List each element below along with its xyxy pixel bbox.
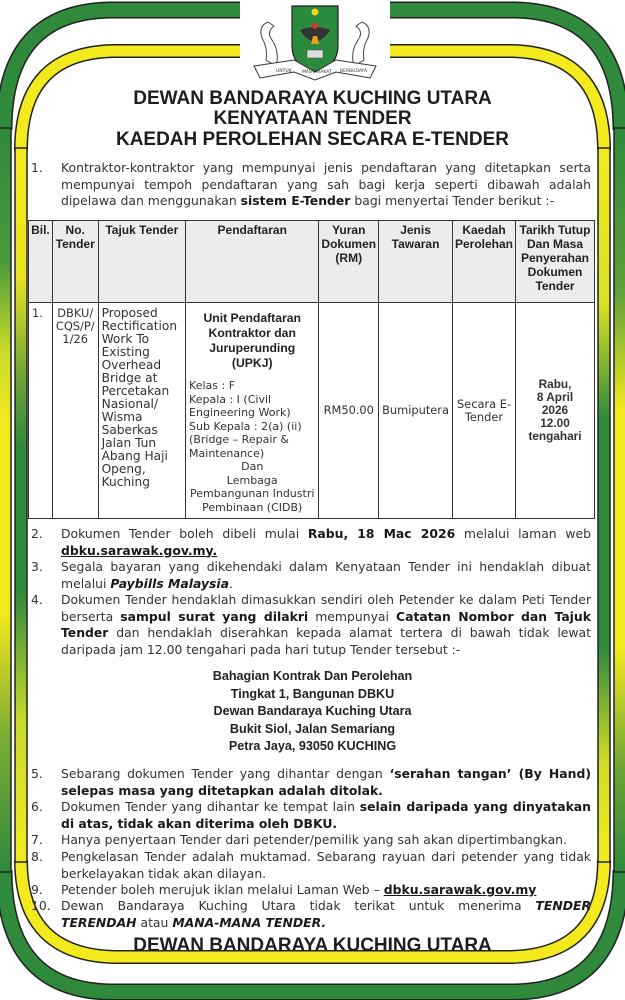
cell-jenis: Bumiputera xyxy=(379,303,453,519)
pendaftaran-heading: Unit Pendaftaran Kontraktor dan Juruperunding (UPKJ) xyxy=(203,311,301,370)
col-header-kaedah: Kaedah Perolehan xyxy=(452,221,515,303)
pendaftaran-dan: Dan xyxy=(241,460,264,473)
cell-yuran: RM50.00 xyxy=(319,303,379,519)
notice-item-7 xyxy=(31,832,591,849)
page-title-method: KAEDAH PEROLEHAN SECARA E-TENDER xyxy=(115,129,510,150)
tarikh-year: 2026 xyxy=(541,403,569,417)
item-number: 1. xyxy=(31,160,43,175)
notice-item-2 xyxy=(31,526,591,559)
tarikh-time: 12.00 xyxy=(540,416,570,430)
notice-item-1 xyxy=(31,160,591,210)
cell-pendaftaran xyxy=(186,303,319,519)
item-text: Dokumen Tender boleh dibeli mulai Rabu, 18 Mac 2026 melalui laman web dbku.sarawak.gov.my. xyxy=(61,526,591,558)
col-header-pendaftaran: Pendaftaran xyxy=(186,221,319,303)
item-number: 8. xyxy=(31,849,43,864)
item-number: 9. xyxy=(31,882,43,897)
notice-item-6 xyxy=(31,799,591,832)
submission-address xyxy=(0,668,625,756)
crest-motto-3: BERBUDAYA xyxy=(340,69,368,74)
col-header-tarikh: Tarikh Tutup Dan Masa Penyerahan Dokumen Tender xyxy=(516,221,595,303)
item-number: 6. xyxy=(31,799,43,814)
item-text: Pengkelasan Tender adalah muktamad. Sebarang rayuan dari petender yang tidak berkelayakan tidak akan dilayan. xyxy=(61,849,591,881)
item-number: 4. xyxy=(31,592,43,607)
notice-item-4 xyxy=(31,592,591,658)
address-line: Bahagian Kontrak Dan Perolehan xyxy=(212,669,413,683)
item-text: Petender boleh merujuk iklan melalui Laman Web – dbku.sarawak.gov.my xyxy=(61,882,537,897)
tarikh-period: tengahari xyxy=(528,429,582,443)
item-text: Hanya penyertaan Tender dari petender/pemilik yang sah akan dipertimbangkan. xyxy=(61,832,567,847)
item-text: Dokumen Tender hendaklah dimasukkan sendiri oleh Petender ke dalam Peti Tender berserta sampul surat yang dilakri mempunyai Catatan Nombor dan Tajuk Tender dan hendaklah diserahkan kepada alamat tertera di bawah tidak lewat daripada jam 12.00 tengahari pada hari tutup Tender tersebut :- xyxy=(61,592,591,657)
tarikh-day: Rabu, xyxy=(538,377,572,391)
col-header-bil: Bil. xyxy=(29,221,53,303)
notice-item-3 xyxy=(31,559,591,592)
address-line: Dewan Bandaraya Kuching Utara xyxy=(213,704,412,718)
item-text: Dokumen Tender yang dihantar ke tempat lain selain daripada yang dinyatakan di atas, tidak akan diterima oleh DBKU. xyxy=(61,799,591,831)
address-line: Bukit Siol, Jalan Semariang xyxy=(229,721,396,736)
pendaftaran-kepala: Kepala : I (Civil Engineering Work) xyxy=(189,392,291,419)
col-header-jenis: Jenis Tawaran xyxy=(379,221,453,303)
item-text: Sebarang dokumen Tender yang dihantar dengan ‘serahan tangan’ (By Hand) selepas masa yang ditetapkan adalah ditolak. xyxy=(61,766,591,798)
item-text: Kontraktor-kontraktor yang mempunyai jenis pendaftaran yang ditetapkan serta mempunyai tempoh pendaftaran yang sah bagi kerja seperti dibawah adalah dipelawa dan menggunakan sistem E-Tender bagi menyertai Tender berikut :- xyxy=(61,160,591,208)
coat-of-arms-icon xyxy=(240,0,390,82)
cell-tajuk: Proposed Rectification Work To Existing Overhead Bridge at Percetakan Nasional/ Wisma Saberkas Jalan Tun Abang Haji Openg, Kuching xyxy=(98,303,185,519)
cell-bil: 1. xyxy=(29,303,53,519)
notice-item-10 xyxy=(31,898,591,931)
footer-title: DEWAN BANDARAYA KUCHING UTARA xyxy=(133,935,492,956)
tarikh-date: 8 April xyxy=(536,390,574,404)
item-number: 7. xyxy=(31,832,43,847)
crest-motto-1: UNTUK xyxy=(276,69,292,74)
tender-table xyxy=(28,220,595,519)
page-title-notice: KENYATAAN TENDER xyxy=(213,108,412,129)
item-number: 5. xyxy=(31,766,43,781)
website-link[interactable]: dbku.sarawak.gov.my xyxy=(383,882,537,897)
table-header-row xyxy=(29,221,595,303)
notice-item-9 xyxy=(31,882,591,899)
right-outer-band xyxy=(614,128,625,872)
crest-motto-2: MASYARAKAT xyxy=(302,70,332,75)
item-text: Segala bayaran yang dikehendaki dalam Kenyataan Tender ini hendaklah dibuat melalui Paybills Malaysia. xyxy=(61,559,591,591)
cell-tarikh xyxy=(516,303,595,519)
item-text: Dewan Bandaraya Kuching Utara tidak terikat untuk menerima TENDER TERENDAH atau MANA-MANA TENDER. xyxy=(61,898,591,930)
col-header-no-tender: No. Tender xyxy=(52,221,98,303)
cell-kaedah: Secara E-Tender xyxy=(452,303,515,519)
pendaftaran-cidb: Lembaga Pembangunan Industri Pembinaan (CIDB) xyxy=(190,473,315,514)
notice-item-5 xyxy=(31,766,591,799)
website-link[interactable]: dbku.sarawak.gov.my. xyxy=(61,542,218,558)
address-line: Petra Jaya, 93050 KUCHING xyxy=(228,739,397,753)
item-number: 3. xyxy=(31,559,43,574)
col-header-tajuk: Tajuk Tender xyxy=(98,221,185,303)
item-number: 10. xyxy=(31,898,51,913)
pendaftaran-sub-kepala: Sub Kepala : 2(a) (ii) (Bridge – Repair & Maintenance) xyxy=(189,419,302,460)
pendaftaran-kelas: Kelas : F xyxy=(189,379,236,392)
address-line: Tingkat 1, Bangunan DBKU xyxy=(230,686,395,701)
notice-item-8 xyxy=(31,849,591,882)
cell-no-tender: DBKU/ CQS/P/ 1/26 xyxy=(52,303,98,519)
col-header-yuran: Yuran Dokumen (RM) xyxy=(319,221,379,303)
table-row xyxy=(29,303,595,519)
item-number: 2. xyxy=(31,526,43,541)
page-title-organisation: DEWAN BANDARAYA KUCHING UTARA xyxy=(133,88,492,109)
left-outer-band xyxy=(0,128,11,872)
